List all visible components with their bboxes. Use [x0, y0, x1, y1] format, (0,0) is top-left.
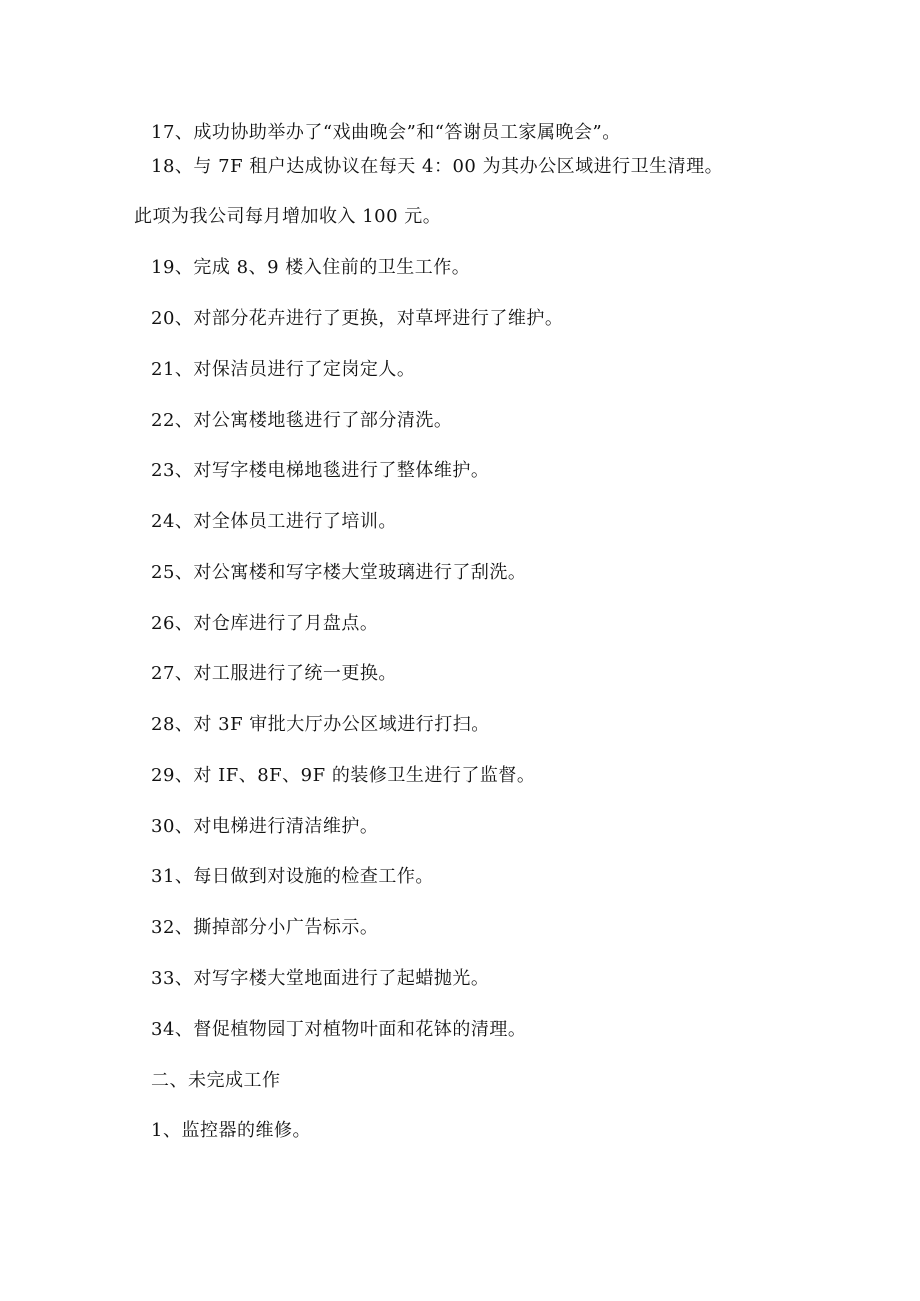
paragraph-31: 31、每日做到对设施的检查工作。 — [151, 866, 434, 887]
paragraph-22: 22、对公寓楼地毯进行了部分清洗。 — [151, 410, 453, 431]
paragraph-23: 23、对写字楼电梯地毯进行了整体维护。 — [151, 460, 490, 481]
paragraph-20: 20、对部分花卉进行了更换，对草坪进行了维护。 — [151, 308, 564, 329]
paragraph-34: 34、督促植物园丁对植物叶面和花钵的清理。 — [151, 1019, 527, 1040]
paragraph-29: 29、对 IF、8F、9F 的装修卫生进行了监督。 — [151, 765, 536, 786]
section-heading-unfinished-work: 二、未完成工作 — [151, 1070, 281, 1091]
paragraph-30: 30、对电梯进行清洁维护。 — [151, 816, 379, 837]
paragraph-26: 26、对仓库进行了月盘点。 — [151, 613, 379, 634]
paragraph-28: 28、对 3F 审批大厅办公区域进行打扫。 — [151, 714, 490, 735]
paragraph-32: 32、撕掉部分小广告标示。 — [151, 917, 379, 938]
paragraph-33: 33、对写字楼大堂地面进行了起蜡抛光。 — [151, 968, 490, 989]
paragraph-18-continued: 此项为我公司每月增加收入 100 元。 — [134, 206, 442, 227]
unfinished-item-1: 1、监控器的维修。 — [151, 1120, 311, 1141]
paragraph-25: 25、对公寓楼和写字楼大堂玻璃进行了刮洗。 — [151, 562, 527, 583]
paragraph-18: 18、与 7F 租户达成协议在每天 4：00 为其办公区域进行卫生清理。 — [151, 156, 724, 177]
paragraph-19: 19、完成 8、9 楼入住前的卫生工作。 — [151, 257, 471, 278]
paragraph-17: 17、成功协助举办了“戏曲晚会”和“答谢员工家属晚会”。 — [151, 122, 621, 143]
paragraph-21: 21、对保洁员进行了定岗定人。 — [151, 359, 416, 380]
paragraph-27: 27、对工服进行了统一更换。 — [151, 663, 397, 684]
paragraph-24: 24、对全体员工进行了培训。 — [151, 511, 397, 532]
